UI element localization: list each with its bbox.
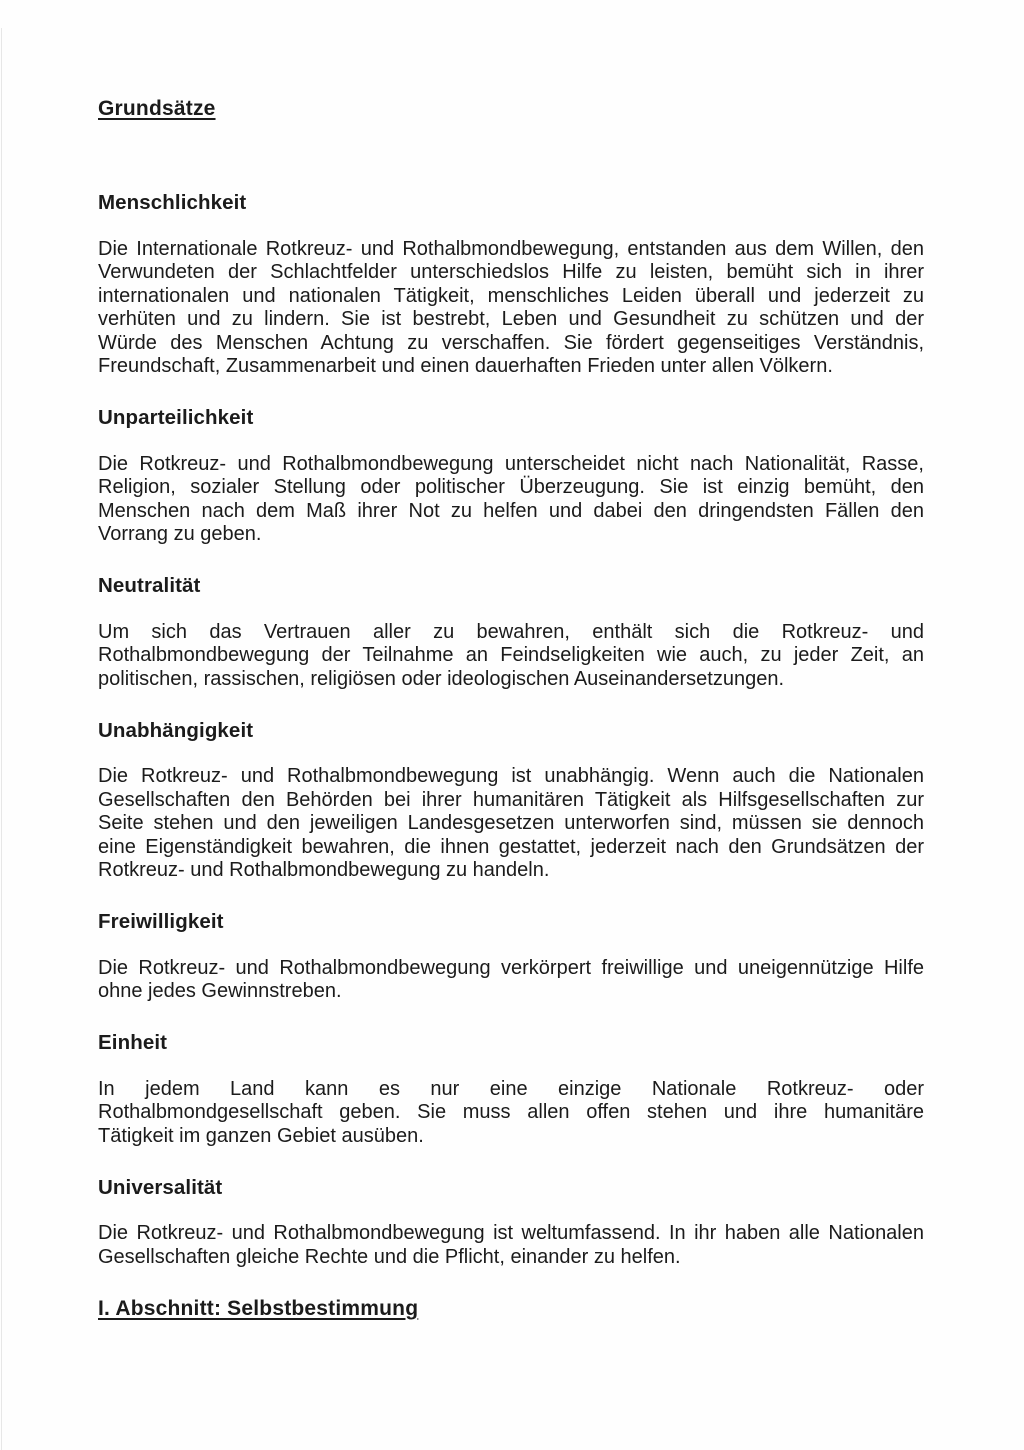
text-line: Die Rotkreuz- und Rothalbmondbewegung ist weltumfassend. In ihr haben alle Nationalen: [98, 1222, 924, 1244]
text-line: Religion, sozialer Stellung oder politischer Überzeugung. Sie ist einzig bemüht, den: [98, 476, 924, 498]
text-line: Rothalbmondgesellschaft geben. Sie muss allen offen stehen und ihre humanitäre: [98, 1101, 924, 1123]
text-line: Seite stehen und den jeweiligen Landesgesetzen unterworfen sind, müssen sie dennoch: [98, 812, 924, 834]
section-heading: Unabhängigkeit: [98, 718, 254, 742]
section-paragraph: [98, 1078, 924, 1149]
text-line: Die Rotkreuz- und Rothalbmondbewegung ist unabhängig. Wenn auch die Nationalen: [98, 765, 924, 787]
section-paragraph: [98, 957, 924, 1004]
text-line: Rothalbmondbewegung der Teilnahme an Feindseligkeiten wie auch, zu jeder Zeit, an: [98, 644, 924, 666]
section-heading: Menschlichkeit: [98, 191, 247, 214]
section-unabhaengigkeit: [98, 719, 924, 883]
text-line: Würde des Menschen Achtung zu verschaffen. Sie fördert gegenseitiges Verständnis,: [98, 331, 924, 354]
text-line: eine Eigenständigkeit bewahren, die ihnen gestattet, jederzeit nach den Grundsätzen der: [98, 835, 924, 858]
text-line: In jedem Land kann es nur eine einzige Nationale Rotkreuz- oder: [98, 1077, 924, 1100]
text-line: Die Internationale Rotkreuz- und Rothalbmondbewegung, entstanden aus dem Willen, den: [98, 237, 924, 260]
text-line: Gesellschaften gleiche Rechte und die Pflicht, einander zu helfen.: [98, 1245, 681, 1268]
text-line: Die Rotkreuz- und Rothalbmondbewegung verkörpert freiwillige und uneigennützige Hilfe: [98, 956, 924, 979]
section-heading: Freiwilligkeit: [98, 910, 224, 933]
section-unparteilichkeit: [98, 406, 924, 547]
section-paragraph: [98, 238, 924, 379]
text-line: Rotkreuz- und Rothalbmondbewegung zu handeln.: [98, 859, 550, 881]
section-freiwilligkeit: [98, 910, 924, 1004]
scan-edge-line: [1, 28, 2, 1450]
section-neutralitaet: [98, 574, 924, 691]
section-heading: Universalität: [98, 1175, 223, 1199]
document-title: Grundsätze: [98, 97, 216, 120]
text-line: Tätigkeit im ganzen Gebiet ausüben.: [98, 1124, 424, 1147]
section-paragraph: [98, 1222, 924, 1269]
text-line: Menschen nach dem Maß ihrer Not zu helfen und dabei den dringendsten Fällen den: [98, 499, 924, 522]
text-line: Die Rotkreuz- und Rothalbmondbewegung unterscheidet nicht nach Nationalität, Rasse,: [98, 452, 924, 475]
section-heading: Unparteilichkeit: [98, 406, 254, 429]
section-menschlichkeit: [98, 191, 924, 379]
section-heading: Neutralität: [98, 574, 201, 597]
section-paragraph: [98, 765, 924, 883]
text-line: Vorrang zu geben.: [98, 523, 262, 545]
section-paragraph: [98, 453, 924, 547]
text-line: ohne jedes Gewinnstreben.: [98, 980, 342, 1002]
text-line: Verwundeten der Schlachtfelder unterschiedslos Hilfe zu leisten, bemüht sich in ihrer: [98, 261, 924, 283]
section-paragraph: [98, 621, 924, 692]
text-line: internationalen und nationalen Tätigkeit, menschliches Leiden überall und jederzeit zu: [98, 284, 924, 307]
section-universalitaet: [98, 1176, 924, 1270]
section-heading: Einheit: [98, 1031, 168, 1054]
closing-section-heading: I. Abschnitt: Selbstbestimmung: [98, 1296, 419, 1320]
text-line: politischen, rassischen, religiösen oder ideologischen Auseinandersetzungen.: [98, 667, 784, 690]
document-content: [98, 97, 924, 1320]
section-einheit: [98, 1031, 924, 1148]
text-line: verhüten und zu lindern. Sie ist bestrebt, Leben und Gesundheit zu schützen und der: [98, 308, 924, 330]
text-line: Gesellschaften den Behörden bei ihrer humanitären Tätigkeit als Hilfsgesellschaften zur: [98, 788, 924, 811]
text-line: Freundschaft, Zusammenarbeit und einen dauerhaften Frieden unter allen Völkern.: [98, 355, 833, 377]
text-line: Um sich das Vertrauen aller zu bewahren, enthält sich die Rotkreuz- und: [98, 620, 924, 643]
